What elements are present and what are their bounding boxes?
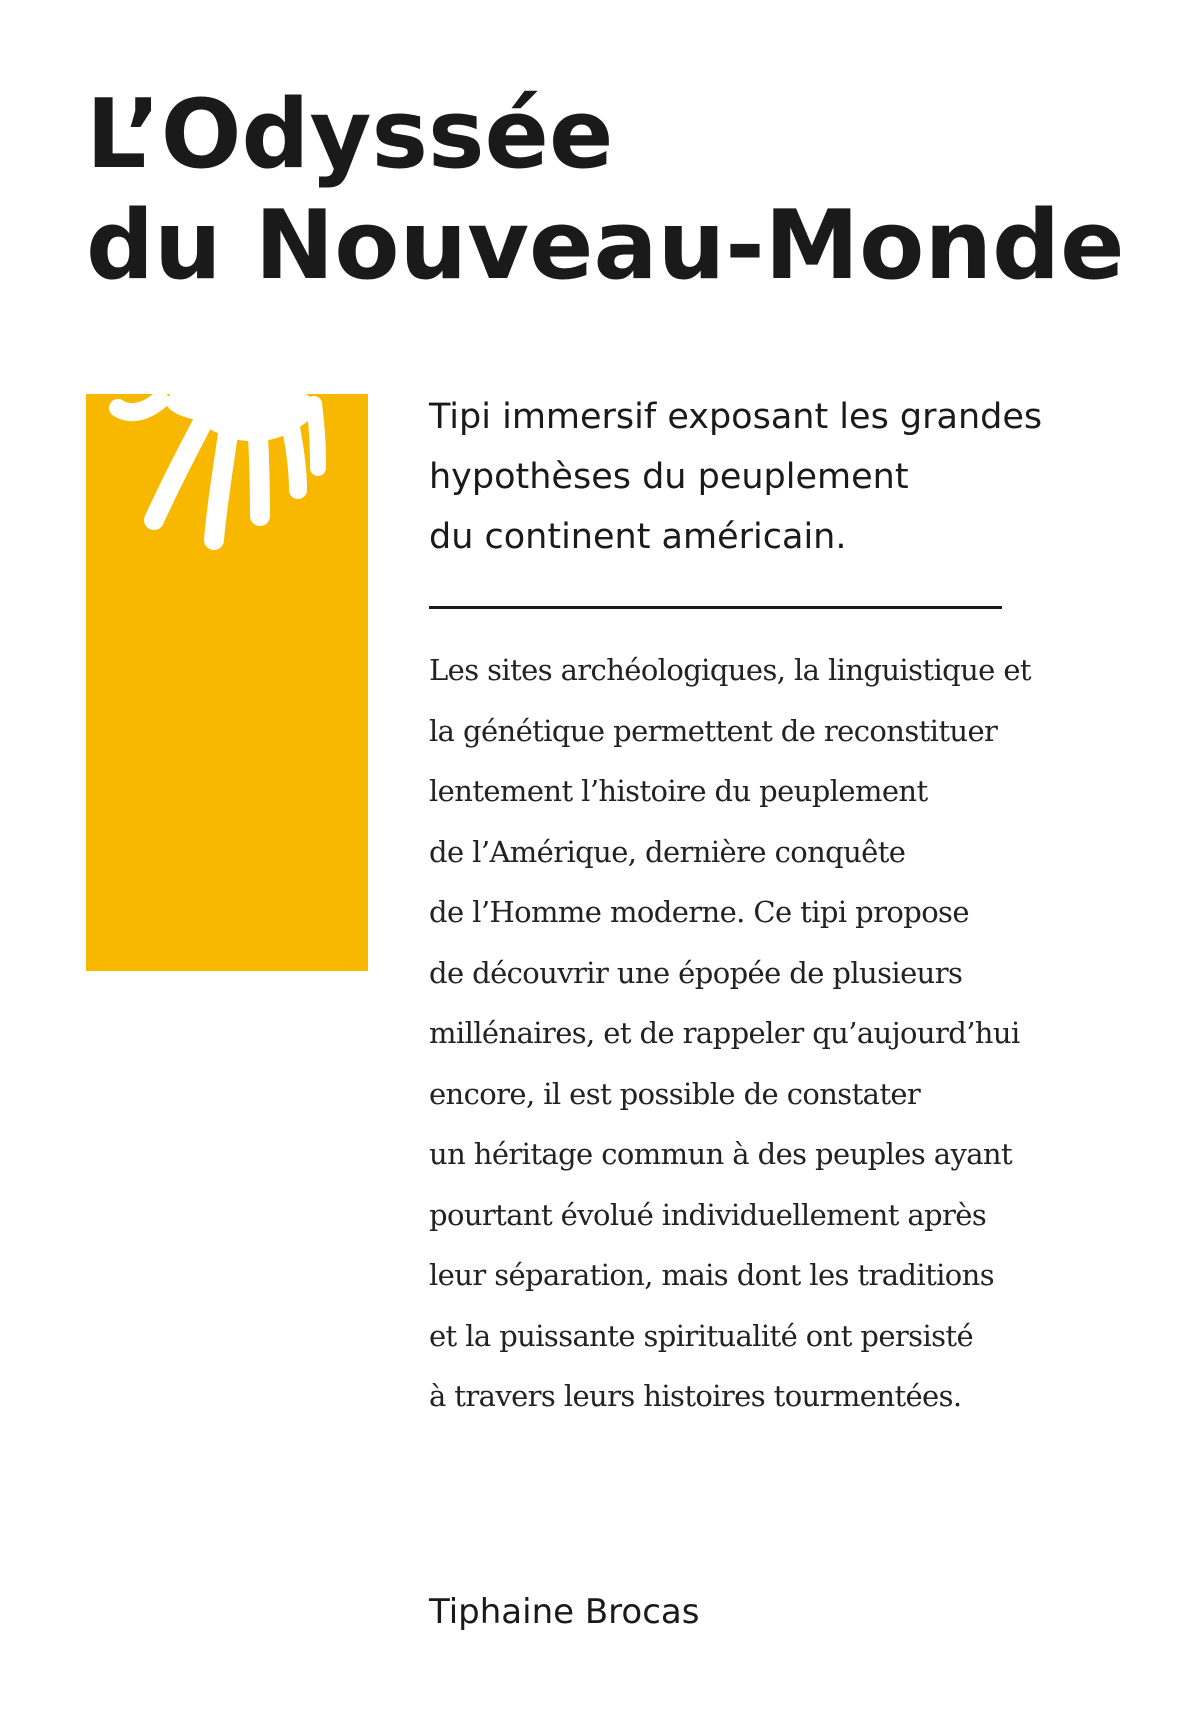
- page-title: [86, 80, 1146, 302]
- page-title-line-2: du Nouveau-Monde: [86, 191, 1125, 301]
- paragraph-line: de l’Homme moderne. Ce tipi propose: [429, 895, 969, 929]
- paragraph-line: la génétique permettent de reconstituer: [429, 713, 998, 748]
- divider: [429, 606, 1002, 609]
- paragraph-line: à travers leurs histoires tourmentées.: [429, 1379, 962, 1413]
- paragraph-line: de l’Amérique, dernière conquête: [429, 834, 906, 869]
- paragraph-line: encore, il est possible de constater: [429, 1076, 921, 1111]
- paragraph-line: Les sites archéologiques, la linguistique et: [429, 653, 1031, 687]
- paragraph-line: lentement l’histoire du peuplement: [429, 774, 928, 808]
- paragraph-line: millénaires, et de rappeler qu’aujourd’hui: [429, 1016, 1020, 1050]
- paragraph-line: de découvrir une épopée de plusieurs: [429, 955, 963, 990]
- subtitle-line: hypothèses du peuplement: [429, 457, 909, 497]
- author-name: Tiphaine Brocas: [429, 1592, 700, 1632]
- paragraph-line: leur séparation, mais dont les traditions: [429, 1258, 995, 1292]
- hand-icon: [86, 394, 368, 971]
- description-paragraph: [429, 640, 1129, 1427]
- subtitle-line: du continent américain.: [429, 517, 847, 557]
- paragraph-line: pourtant évolué individuellement après: [429, 1197, 987, 1232]
- subtitle: [429, 387, 1149, 567]
- subtitle-line: Tipi immersif exposant les grandes: [429, 397, 1043, 437]
- yellow-illustration-panel: [86, 394, 368, 971]
- paragraph-line: et la puissante spiritualité ont persisté: [429, 1318, 974, 1353]
- page-title-line-1: L’Odyssée: [86, 80, 614, 190]
- paragraph-line: un héritage commun à des peuples ayant: [429, 1137, 1013, 1171]
